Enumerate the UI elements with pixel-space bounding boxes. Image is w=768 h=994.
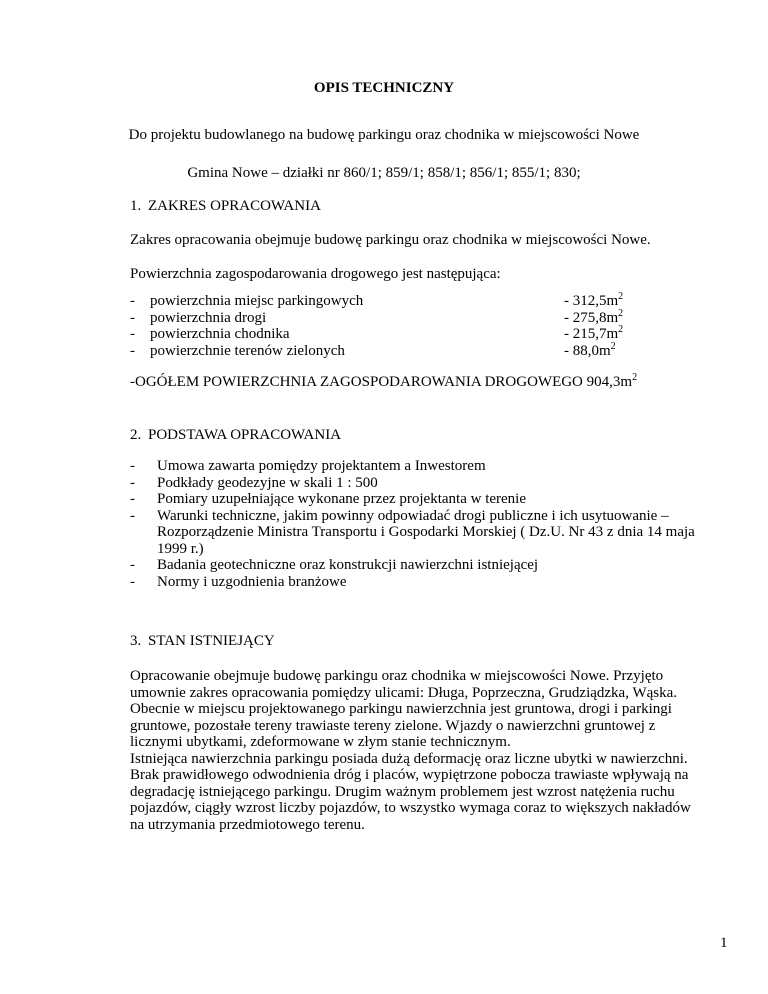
unit-superscript: 2: [618, 324, 624, 335]
paragraph-line: umownie zakres opracowania pomiędzy ulicami: Długa, Poprzeczna, Grudziądzka, Wąska.: [130, 684, 678, 701]
paragraph-line: na utrzymania przedmiotowego terenu.: [130, 816, 365, 833]
paragraph-line: pojazdów, ciągły wzrost liczby pojazdów, to wszystko wymaga coraz to większych nakładów: [130, 800, 691, 816]
list-item-text: Podkłady geodezyjne w skali 1 : 500: [157, 474, 378, 491]
unit-superscript: 2: [632, 372, 638, 383]
area-label: powierzchnia chodnika: [150, 326, 290, 342]
area-list: [130, 293, 650, 359]
section-2-heading: [130, 427, 341, 444]
list-dash: -: [130, 557, 135, 573]
area-total: -OGÓŁEM POWIERZCHNIA ZAGOSPODAROWANIA DROGOWEGO $904,3m^2$: [130, 372, 638, 390]
unit-superscript: 2: [618, 291, 624, 302]
section-1-paragraph-2: Powierzchnia zagospodarowania drogowego jest następująca:: [130, 266, 501, 282]
list-dash: -: [130, 458, 135, 474]
list-item-text: Rozporządzenie Ministra Transportu i Gospodarki Morskiej ( Dz.U. Nr 43 z dnia 14 maja: [157, 524, 695, 540]
subtitle-line-1: Do projektu budowlanego na budowę parkingu oraz chodnika w miejscowości Nowe: [128, 127, 640, 143]
unit-superscript: 2: [610, 340, 616, 352]
list-item: [130, 475, 690, 492]
area-row: [130, 326, 650, 343]
list-item: [130, 507, 695, 558]
list-dash: -: [130, 491, 135, 507]
paragraph-line: degradację istniejącego parkingu. Drugim ważnym problemem jest wzrost natężenia ruchu: [130, 783, 675, 800]
area-label: powierzchnia drogi: [150, 309, 267, 326]
paragraph-line: Obecnie w miejscu projektowanego parkingu nawierzchnia jest gruntowa, drogi i parkingi: [130, 701, 672, 717]
area-value: - $275,8m^2$: [564, 307, 624, 326]
section-2-title: PODSTAWA OPRACOWANIA: [148, 427, 342, 443]
section-3-title: STAN ISTNIEJĄCY: [148, 633, 275, 649]
list-dash: -: [130, 309, 135, 326]
list-item-text: Badania geotechniczne oraz konstrukcji nawierzchni istniejącej: [157, 557, 539, 573]
section-3-heading: [130, 633, 275, 650]
unit-superscript: 2: [618, 307, 624, 319]
list-dash: -: [130, 342, 135, 359]
paragraph-line: gruntowe, pozostałe tereny trawiaste tereny zielone. Wjazdy o nawierzchni gruntowej z: [130, 717, 656, 734]
list-item-text: Umowa zawarta pomiędzy projektantem a Inwestorem: [157, 458, 486, 474]
list-item-text: 1999 r.): [157, 540, 204, 557]
paragraph-line: Istniejąca nawierzchnia parkingu posiada dużą deformację oraz liczne ubytki w nawierzchni.: [130, 750, 688, 767]
section-1-number: 1.: [130, 198, 142, 214]
list-item: [130, 458, 690, 475]
basis-list: [130, 458, 695, 590]
area-row: [130, 307, 650, 327]
area-label: powierzchnie terenów zielonych: [150, 342, 345, 359]
list-item-text: Normy i uzgodnienia branżowe: [157, 573, 347, 590]
area-row: [130, 340, 650, 360]
area-value: - $215,7m^2$: [564, 324, 624, 342]
list-dash: -: [130, 573, 135, 590]
paragraph-line: licznymi ubytkami, zdeformowane w złym stanie technicznym.: [130, 734, 511, 750]
paragraph-line: Opracowanie obejmuje budowę parkingu oraz chodnika w miejscowości Nowe. Przyjęto: [130, 668, 664, 684]
list-dash: -: [130, 293, 135, 309]
area-row: [130, 293, 650, 310]
list-dash: -: [130, 326, 135, 342]
paragraph-line: Brak prawidłowego odwodnienia dróg i placów, wypiętrzone pobocza trawiaste wpływają na: [130, 767, 689, 783]
list-item: [130, 574, 690, 591]
page-number: 1: [720, 935, 728, 951]
list-dash: -: [130, 507, 135, 524]
list-dash: -: [130, 474, 135, 491]
section-1-title: ZAKRES OPRACOWANIA: [148, 198, 321, 214]
section-2-number: 2.: [130, 427, 142, 443]
section-3-paragraph: [130, 668, 720, 833]
area-value: - $88,0m^2$: [564, 340, 616, 359]
list-item: [130, 557, 690, 574]
section-3-number: 3.: [130, 633, 142, 649]
document-title: OPIS TECHNICZNY: [313, 80, 455, 96]
area-label: powierzchnia miejsc parkingowych: [150, 293, 364, 309]
list-item-text: Warunki techniczne, jakim powinny odpowiadać drogi publiczne i ich usytuowanie –: [157, 507, 669, 524]
area-value: - $312,5m^2$: [564, 291, 624, 309]
list-item: [130, 491, 690, 508]
section-1-heading: [130, 198, 321, 215]
section-1-paragraph-1: Zakres opracowania obejmuje budowę parkingu oraz chodnika w miejscowości Nowe.: [130, 232, 651, 248]
list-item-text: Pomiary uzupełniające wykonane przez projektanta w terenie: [157, 491, 527, 507]
subtitle-line-2: Gmina Nowe – działki nr 860/1; 859/1; 858/1; 856/1; 855/1; 830;: [187, 165, 581, 181]
